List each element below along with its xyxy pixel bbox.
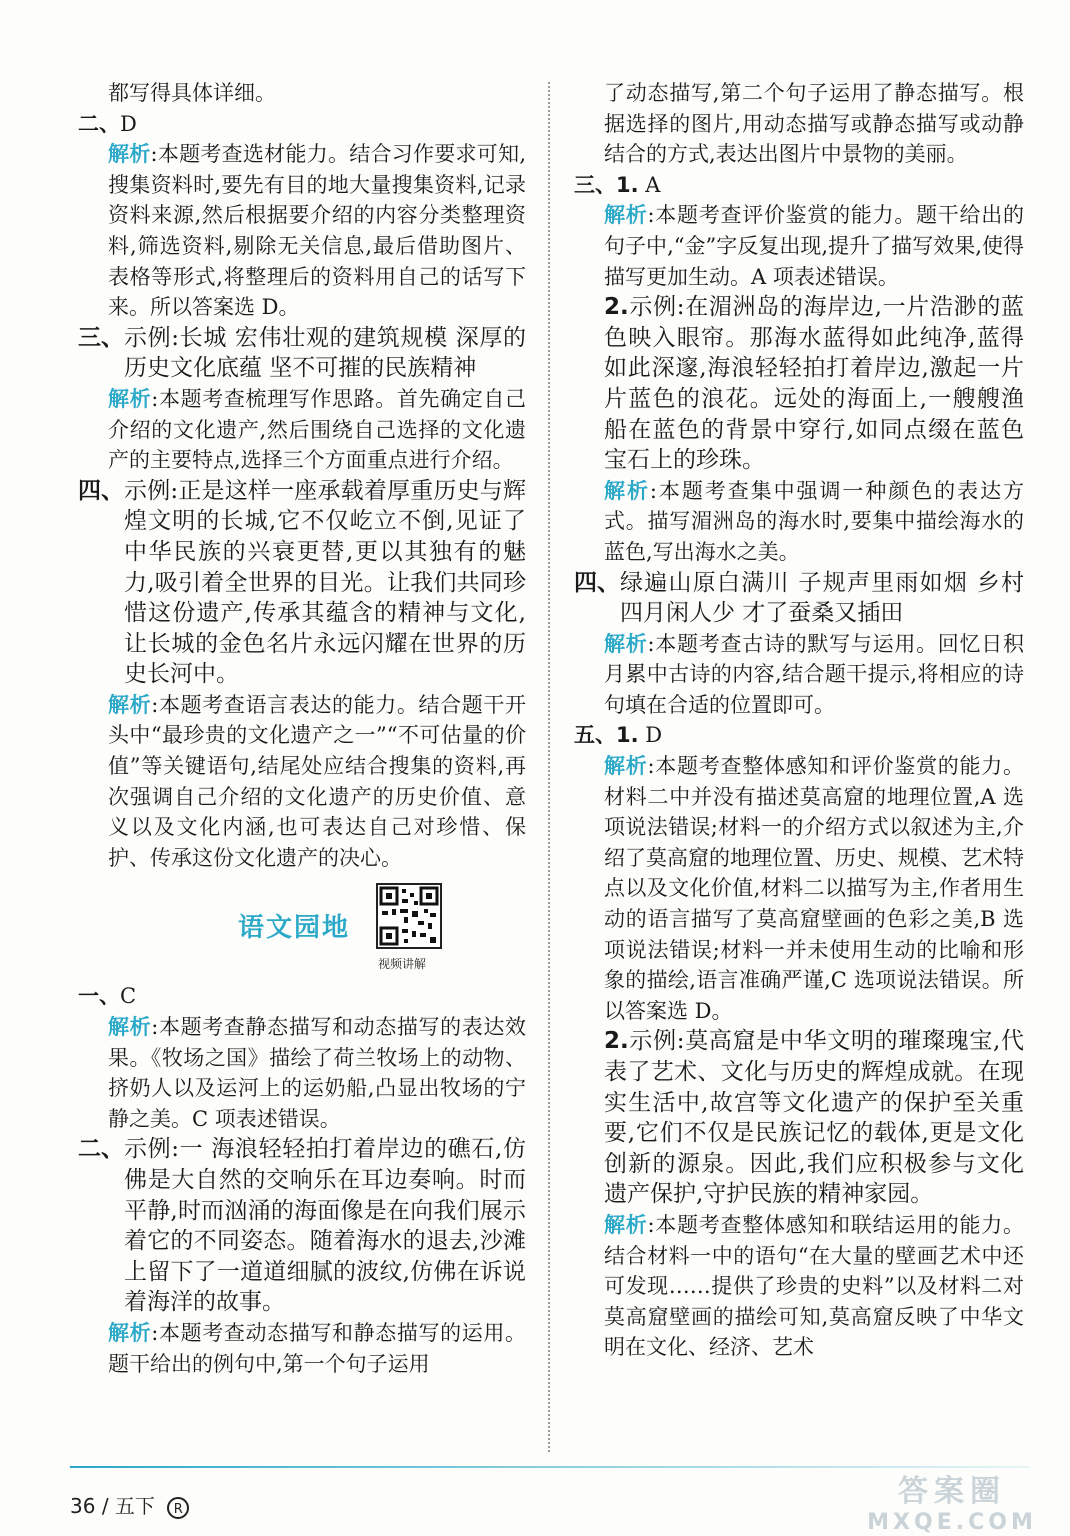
analysis-text: :本题考查集中强调一种颜色的表达方式。描写湄洲岛的海水时,要集中描绘海水的蓝色,写出海水之美。 (604, 478, 1025, 564)
watermark-line1: 答案圈 (898, 1474, 1006, 1509)
section-label: 三、 (78, 324, 124, 351)
section-label: 四、 (574, 569, 620, 596)
answer-text: 绿遍山原白满川 子规声里雨如烟 乡村四月闲人少 才了蚕桑又插田 (620, 569, 1024, 627)
section-label: 二、 (78, 1136, 124, 1163)
analysis-label: 解析 (108, 692, 152, 717)
analysis-label: 解析 (604, 631, 648, 656)
analysis-text: :本题考查动态描写和静态描写的运用。题干给出的例句中,第一个句子运用 (108, 1320, 527, 1376)
analysis-text: :本题考查整体感知和评价鉴赏的能力。材料二中并没有描述莫高窟的地理位置,A 选项说法错误;材料一的介绍方式以叙述为主,介绍了莫高窟的地理位置、历史、规模、艺术特点以及文化价值,材料二以描写为主,作者用生动的语言描写了莫高窟壁画的色彩之美,B 选项说法错误;材料一并未使用生动的比喻和形象的描绘,语言准确严谨,C 选项说法错误。所以答案选 D。 (604, 754, 1024, 1023)
analysis-label: 解析 (108, 142, 151, 167)
section-5-item-2 (574, 1026, 1024, 1210)
yuwen-1 (78, 981, 526, 1134)
section-title: 语文园地 (238, 913, 351, 944)
analysis-label: 解析 (604, 203, 648, 228)
answer-text: 示例:一 海浪轻轻拍打着岸边的礁石,仿佛是大自然的交响乐在耳边奏响。时而平静,时而汹涌的海面像是在向我们展示着它的不同姿态。随着海水的退去,沙滩上留下了一道道细腻的波纹,仿佛在诉说着海洋的故事。 (124, 1136, 526, 1316)
item-number: 1. (616, 172, 639, 197)
section-3-right (574, 170, 1024, 292)
edition-badge-icon: R (167, 1497, 189, 1519)
item-number: 2. (604, 294, 629, 321)
grade-label: 五下 (114, 1494, 155, 1518)
analysis-text: :本题考查评价鉴赏的能力。题干给出的句子中,“金”字反复出现,提升了描写效果,使得描写更加生动。A 项表述错误。 (604, 203, 1024, 289)
analysis-text: :本题考查古诗的默写与运用。回忆日积月累中古诗的内容,结合题干提示,将相应的诗句填在合适的位置即可。 (604, 631, 1024, 717)
analysis-label: 解析 (604, 754, 648, 779)
answer-text: 示例:正是这样一座承载着厚重历史与辉煌文明的长城,它不仅屹立不倒,见证了中华民族的兴衰更替,更以其独有的魅力,吸引着全世界的目光。让我们共同珍惜这份遗产,传承其蕴含的精神与文化,让长城的金色名片永远闪耀在世界的历史长河中。 (124, 477, 526, 688)
yuwen-yuandi-header (78, 883, 526, 979)
left-column (78, 78, 526, 1379)
section-label: 三、 (574, 172, 616, 197)
continuation-text: 了动态描写,第二个句子运用了静态描写。根据选择的图片,用动态描写或静态描写或动静结合的方式,表达出图片中景物的美丽。 (604, 81, 1024, 167)
answer-text: D (120, 111, 137, 136)
analysis-text: :本题考查静态描写和动态描写的表达效果。《牧场之国》描绘了荷兰牧场上的动物、挤奶人以及运河上的运奶船,凸显出牧场的宁静之美。C 项表述错误。 (108, 1015, 527, 1131)
item-number: 2. (604, 1028, 629, 1055)
section-label: 一、 (78, 984, 120, 1009)
section-label: 四、 (78, 477, 124, 504)
analysis-label: 解析 (604, 1212, 648, 1237)
right-column (574, 78, 1024, 1363)
watermark (852, 1466, 1052, 1535)
answer-text: 示例:在湄洲岛的海岸边,一片浩渺的蓝色映入眼帘。那海水蓝得如此纯净,蓝得如此深邃,海浪轻轻拍打着岸边,激起一片片蓝色的浪花。远处的海面上,一艘艘渔船在蓝色的背景中穿行,如同点缀在蓝色宝石上的珍珠。 (604, 294, 1024, 474)
qr-caption: 视频讲解 (378, 957, 427, 972)
section-label: 二、 (78, 111, 120, 136)
analysis-text: :本题考查梳理写作思路。首先确定自己介绍的文化遗产,然后围绕自己选择的文化遗产的主要特点,选择三个方面重点进行介绍。 (108, 386, 527, 473)
column-divider (548, 82, 550, 1452)
section-4 (78, 476, 526, 690)
answer-text: 示例:莫高窟是中华文明的璀璨瑰宝,代表了艺术、文化与历史的辉煌成就。在现实生活中,故宫等文化遗产的保护至关重要,它们不仅是民族记忆的载体,更是文化创新的源泉。因此,我们应积极参与文化遗产保护,守护民族的精神家园。 (604, 1028, 1024, 1208)
answer-text: A (645, 172, 661, 197)
section-2 (78, 109, 526, 323)
left-intro (78, 78, 526, 109)
section-label: 五、 (574, 723, 616, 748)
analysis-text: :本题考查语言表达的能力。结合题干开头中“最珍贵的文化遗产之一”“不可估量的价值”等关键语句,结尾处应结合搜集的资料,再次强调自己介绍的文化遗产的历史价值、意义以及文化内涵,也可表达自己对珍惜、保护、传承这份文化遗产的决心。 (108, 692, 527, 870)
answer-text: C (120, 984, 137, 1009)
analysis-text: :本题考查选材能力。结合习作要求可知,搜集资料时,要先有目的地大量搜集资料,记录资料来源,然后根据要介绍的内容分类整理资料,筛选资料,剔除无关信息,最后借助图片、表格等形式,将整理后的资料用自己的话写下来。所以答案选 D。 (108, 142, 527, 320)
analysis-label: 解析 (604, 478, 650, 503)
section-3-item-2 (574, 292, 1024, 476)
section-5-right (574, 720, 1024, 1026)
yuwen-2 (78, 1134, 526, 1318)
section-3 (78, 323, 526, 384)
item-number: 1. (616, 723, 639, 748)
qr-code-icon[interactable] (376, 883, 442, 949)
footer-separator: / (101, 1494, 109, 1518)
intro-text: 都写得具体详细。 (108, 81, 276, 105)
right-continuation (574, 78, 1024, 170)
watermark-line2: MXQE.COM (867, 1510, 1037, 1535)
page-footer (70, 1490, 189, 1519)
answer-text: D (645, 723, 663, 748)
analysis-text: :本题考查整体感知和联结运用的能力。结合材料一中的语句“在大量的壁画艺术中还可发现……提供了珍贵的史料”以及材料二对莫高窟壁画的描绘可知,莫高窟反映了中华文明在文化、经济、艺术 (604, 1212, 1024, 1360)
analysis-label: 解析 (108, 386, 152, 411)
analysis-label: 解析 (108, 1015, 152, 1040)
section-4-right (574, 568, 1024, 629)
page-number: 36 (70, 1494, 96, 1518)
answer-text: 示例:长城 宏伟壮观的建筑规模 深厚的历史文化底蕴 坚不可摧的民族精神 (124, 324, 526, 382)
analysis-label: 解析 (108, 1320, 152, 1345)
